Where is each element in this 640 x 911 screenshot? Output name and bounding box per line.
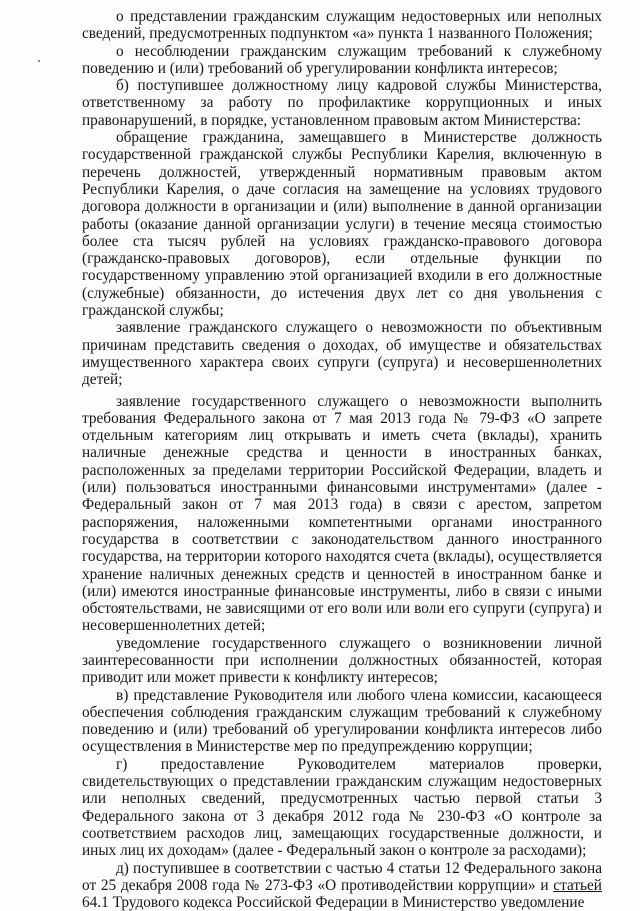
- paragraph-personal-interest: уведомление государственного служащего о возникновении личной заинтересованности при исполнении должностных обязанностей, которая приводит или может привести к конфликту интересов;: [82, 634, 602, 687]
- margin-speck: [38, 60, 40, 62]
- document-body: [82, 8, 602, 911]
- paragraph-item-d-start: д) поступившее в соответствии с частью 4 статьи 12 Федерального закона от 25 декабря 2008 года № 273-ФЗ «О противодействии коррупции» и: [82, 859, 602, 894]
- paragraph-item-g: г) предоставление Руководителем материалов проверки, свидетельствующих о представлении гражданским служащим недостоверных или неполных сведений, предусмотренных частью первой статьи 3 Федерального закона от 3 декабря 2012 года № 230-ФЗ «О контроле за соответствием расходов лиц, замещающих государственные должности, и иных лиц их доходам» (далее - Федеральный закон о контроле за расходами);: [82, 755, 602, 860]
- paragraph-noncompliance: о несоблюдении гражданским служащим требований к служебному поведению и (или) требований об урегулировании конфликта интересов;: [82, 42, 602, 77]
- paragraph-item-v: в) представление Руководителя или любого члена комиссии, касающееся обеспечения соблюдения гражданским служащим требований к служебному поведению и (или) требований об урегулировании конфликта интересов либо осуществления в Министерстве мер по предупреждению коррупции;: [82, 686, 602, 756]
- paragraph-unreliable-info: о представлении гражданским служащим недостоверных или неполных сведений, предусмотренных подпунктом «а» пункта 1 названного Положения;: [82, 8, 602, 43]
- paragraph-citizen-appeal: обращение гражданина, замещавшего в Министерстве должность государственной гражданской службы Республики Карелия, включенную в перечень должностей, утвержденный нормативным правовым актом Республики Карелия, о даче согласия на замещение на условиях трудового договора должности в организации и (или) выполнение в данной организации работы (оказание данной организации услуги) в течение месяца стоимостью более ста тысяч рублей на условиях гражданско-правового договора (гражданско-правовых договоров), если отдельные функции по государственному управлению этой организацией входили в его должностные (служебные) обязанности, до истечения двух лет со дня увольнения с гражданской службы;: [82, 129, 602, 320]
- paragraph-item-d: [82, 860, 602, 911]
- article-reference-link[interactable]: статьей: [553, 876, 602, 894]
- paragraph-foreign-accounts: заявление государственного служащего о невозможности выполнить требования Федерального закона от 7 мая 2013 года № 79-ФЗ «О запрете отдельным категориям лиц открывать и иметь счета (вклады), хранить наличные денежные средства и ценности в иностранных банках, расположенных за пределами территории Российской Федерации, владеть и (или) пользоваться иностранными финансовыми инструментами» (далее - Федеральный закон от 7 мая 2013 года) в связи с арестом, запретом распоряжения, наложенными компетентными органами иностранного государства в соответствии с законодательством данного иностранного государства, на территории которого находятся счета (вклады), осуществляется хранение наличных денежных средств и ценностей в иностранном банке и (или) имеются иностранные финансовые инструменты, либо в связи с иными обстоятельствами, не зависящими от его воли или воли его супруги (супруга) и несовершеннолетних детей;: [82, 392, 602, 635]
- paragraph-item-d-end: 64.1 Трудового кодекса Российской Федерации в Министерство уведомление: [82, 894, 585, 911]
- paragraph-income-statement: заявление гражданского служащего о невозможности по объективным причинам представить сведения о доходах, об имуществе и обязательствах имущественного характера своих супруги (супруга) и несовершеннолетних детей;: [82, 319, 602, 389]
- paragraph-item-b: б) поступившее должностному лицу кадровой службы Министерства, ответственному за работу по профилактике коррупционных и иных правонарушений, в порядке, установленном правовым актом Министерства:: [82, 77, 602, 129]
